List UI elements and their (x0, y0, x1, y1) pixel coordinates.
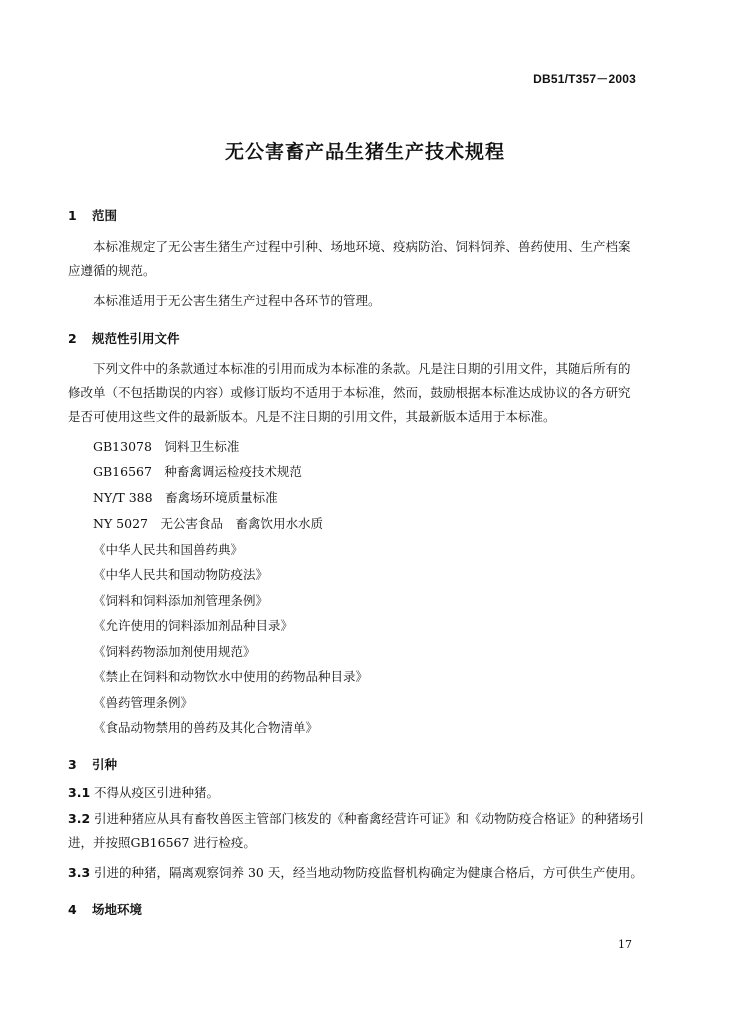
page-number: 17 (618, 938, 632, 951)
section-heading-normative-references (68, 329, 180, 347)
section-title: 范围 (92, 208, 118, 223)
document-title: 无公害畜产品生猪生产技术规程 (224, 141, 505, 163)
section-title: 场地环境 (92, 902, 143, 917)
section-title: 规范性引用文件 (92, 331, 180, 346)
reference-item: 《饲料药物添加剂使用规范》 (93, 644, 256, 659)
reference-item: NY 5027 无公害食品 畜禽饮用水水质 (93, 516, 323, 531)
clause-number: 3.1 (68, 785, 91, 800)
section-number: 3 (68, 757, 77, 772)
section-number: 4 (68, 902, 77, 917)
scope-paragraph-1: 本标准规定了无公害生猪生产过程中引种、场地环境、疫病防治、饲料饲养、兽药使用、生产档案应遵循的规范。 (68, 239, 631, 278)
reference-item: 《中华人民共和国兽药典》 (93, 542, 244, 557)
clause-number: 3.2 (68, 811, 91, 826)
clause-3-3 (68, 861, 644, 885)
clause-text: 引进的种猪，隔离观察饲养 30 天，经当地动物防疫监督机构确定为健康合格后，方可供生产使用。 (94, 865, 643, 880)
reference-item: 《食品动物禁用的兽药及其化合物清单》 (93, 720, 319, 735)
reference-item: NY/T 388 畜禽场环境质量标准 (93, 490, 278, 505)
clause-text: 不得从疫区引进种猪。 (94, 785, 220, 800)
reference-item: 《允许使用的饲料添加剂品种目录》 (93, 618, 294, 633)
reference-item: 《中华人民共和国动物防疫法》 (93, 567, 269, 582)
section-title: 引种 (92, 757, 118, 772)
section-heading-scope (68, 206, 117, 224)
reference-item: 《禁止在饲料和动物饮水中使用的药物品种目录》 (93, 669, 369, 684)
clause-3-2 (68, 807, 644, 855)
clause-number: 3.3 (68, 865, 91, 880)
section-heading-introduction-of-breeding-stock (68, 755, 117, 773)
section-number: 2 (68, 331, 77, 346)
reference-item: 《兽药管理条例》 (93, 695, 194, 710)
reference-item: 《饲料和饲料添加剂管理条例》 (93, 593, 269, 608)
standard-code: DB51/T357－2003 (533, 72, 636, 86)
scope-paragraph-2: 本标准适用于无公害生猪生产过程中各环节的管理。 (93, 293, 381, 308)
clause-3-1 (68, 781, 644, 805)
section-number: 1 (68, 208, 77, 223)
reference-item: GB16567 种畜禽调运检疫技术规范 (93, 464, 302, 479)
clause-text: 引进种猪应从具有畜牧兽医主管部门核发的《种畜禽经营许可证》和《动物防疫合格证》的种猪场引进，并按照GB16567 进行检疫。 (68, 811, 645, 850)
reference-item: GB13078 饲料卫生标准 (93, 439, 240, 454)
section-heading-site-environment (68, 900, 142, 918)
references-intro-paragraph: 下列文件中的条款通过本标准的引用而成为本标准的条款。凡是注日期的引用文件，其随后所有的修改单（不包括勘误的内容）或修订版均不适用于本标准，然而，鼓励根据本标准达成协议的各方研究是否可使用这些文件的最新版本。凡是不注日期的引用文件，其最新版本适用于本标准。 (68, 361, 631, 424)
